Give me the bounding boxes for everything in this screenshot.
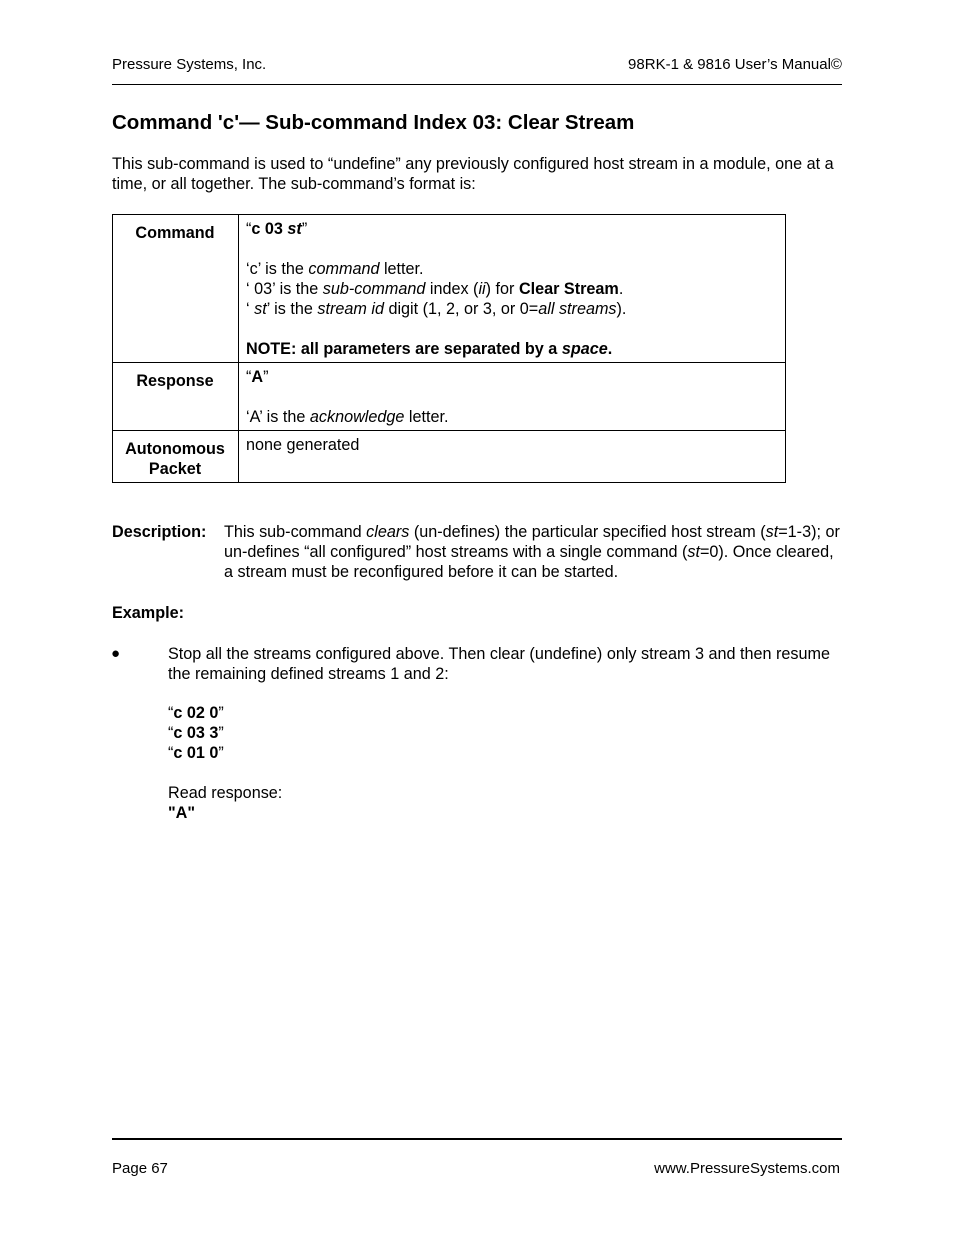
command-line-st: ‘ st’ is the stream id digit (1, 2, or 3, or 0=all streams). — [246, 300, 627, 318]
bullet-icon: ● — [111, 645, 121, 662]
example-code-list — [168, 703, 224, 763]
autonomous-label: Autonomous Packet — [113, 431, 239, 483]
footer-rule — [112, 1138, 842, 1140]
command-line-03: ‘ 03’ is the sub-command index (ii) for Clear Stream. — [246, 280, 624, 298]
response-value: “A” — [246, 368, 269, 386]
response-description: ‘A’ is the acknowledge letter. — [246, 408, 449, 426]
command-note: NOTE: all parameters are separated by a space. — [246, 340, 613, 358]
example-code-item: “c 02 0” — [168, 704, 224, 722]
example-instruction: Stop all the streams configured above. Then clear (undefine) only stream 3 and then resume the remaining defined streams 1 and 2: — [168, 645, 830, 683]
command-cell — [239, 215, 786, 363]
header-rule — [112, 84, 842, 85]
description-text: This sub-command clears (un-defines) the particular specified host stream (st=1-3); or un-defines “all configured” host streams with a single command (st=0). Once cleared, a stream must be reconfigured before it can be started. — [224, 523, 840, 581]
intro-paragraph: This sub-command is used to “undefine” any previously configured host stream in a module, one at a time, or all together. The sub-command’s format is: — [112, 155, 834, 193]
example-code-item: “c 03 3” — [168, 724, 224, 742]
example-code-item: “c 01 0” — [168, 744, 224, 762]
footer-website: www.PressureSystems.com — [654, 1160, 840, 1177]
command-format-table — [112, 214, 786, 483]
command-line-c: ‘c’ is the command letter. — [246, 260, 424, 278]
page-title: Command 'c'— Sub-command Index 03: Clear Stream — [112, 111, 635, 134]
read-response-label: Read response: — [168, 784, 283, 802]
table-row-response — [113, 363, 786, 431]
header-company: Pressure Systems, Inc. — [112, 56, 267, 73]
response-label: Response — [113, 363, 239, 431]
table-row-command — [113, 215, 786, 363]
page-number: Page 67 — [112, 1160, 168, 1177]
table-row-autonomous — [113, 431, 786, 483]
description-label: Description: — [112, 523, 207, 541]
response-cell — [239, 363, 786, 431]
command-syntax: “c 03 st” — [246, 220, 308, 238]
read-response-value: "A" — [168, 804, 196, 822]
command-label: Command — [113, 215, 239, 363]
example-label: Example: — [112, 604, 184, 622]
header-manual-title: 98RK-1 & 9816 User’s Manual© — [628, 56, 842, 73]
autonomous-cell: none generated — [239, 431, 786, 483]
